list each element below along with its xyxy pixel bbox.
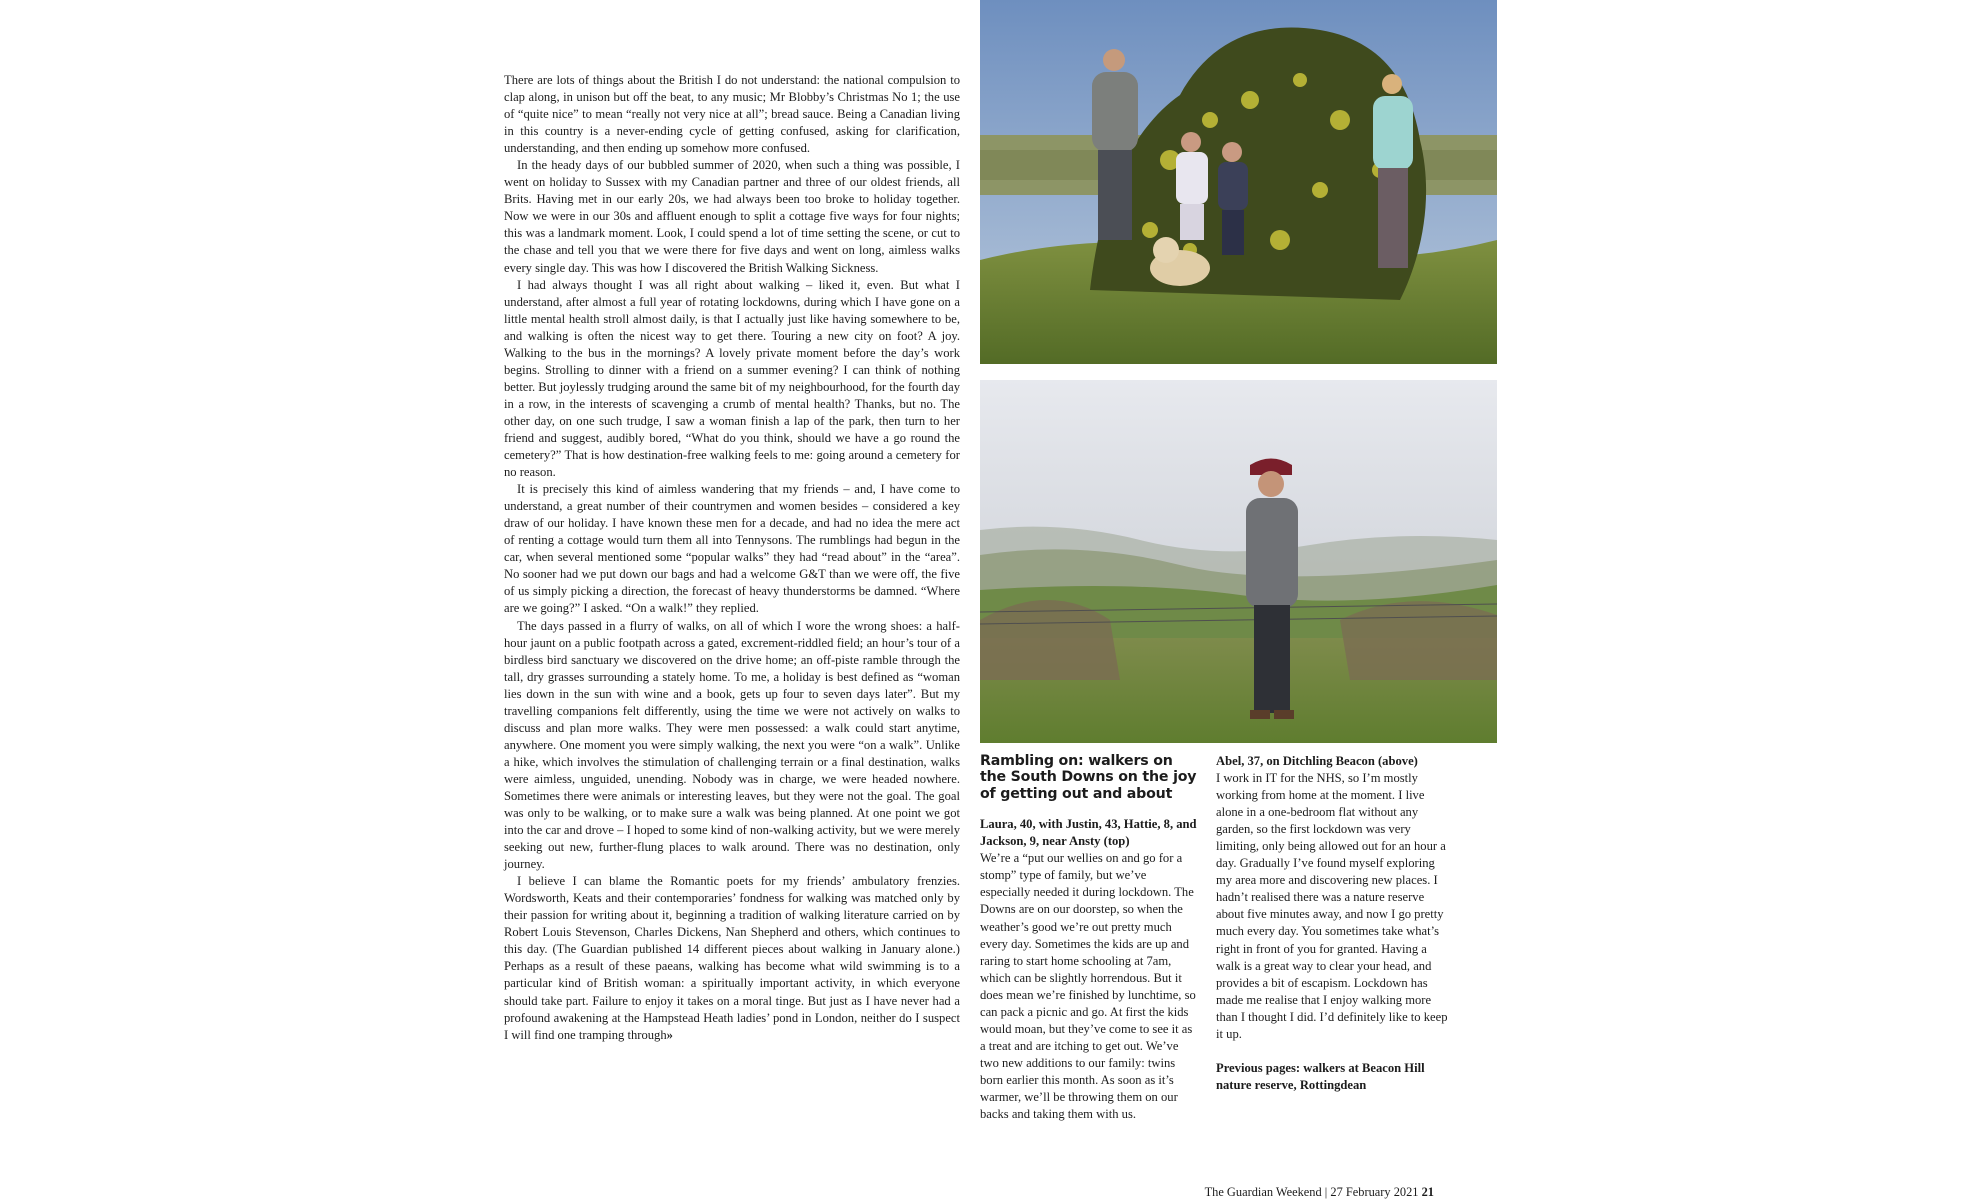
article-paragraph-text: I believe I can blame the Romantic poets for my friends’ ambulatory frenzies. Wordsworth, Keats and their contemporaries’ fondness for walking was matched only by their passion for writing about it, beginning a tradition of walking literature carried on by Robert Louis Stevenson, Charles Dickens, Nan Shepherd and others, which continues to this day. (The Guardian published 14 different pieces about walking in January alone.) Perhaps as a result of these paeans, walking has become what wild swimming is to a particular kind of British woman: a spiritually important activity, in which everyone should take part. Failure to enjoy it takes on a moral tinge. But just as I have never had a profound awakening at the Hampstead Heath ladies’ pond in London, neither do I suspect I will find one tramping through [504, 874, 960, 1042]
article-paragraph: In the heady days of our bubbled summer of 2020, when such a thing was possible, I went on holiday to Sussex with my Canadian partner and three of our oldest friends, all Brits. Having met in our early 20s, we had always been too broke to holiday together. Now we were in our 30s and affluent enough to split a cottage five ways for four nights; this was a landmark moment. Look, I could spend a lot of time setting the scene, or cut to the chase and tell you that we were there for five days and went on long, aimless walks every single day. This was how I discovered the British Walking Sickness. [504, 158, 960, 275]
page-number: 21 [1421, 1185, 1434, 1199]
abel-photo [980, 380, 1497, 743]
caption-column-family [980, 753, 1199, 1123]
abel-photo-image [980, 380, 1497, 743]
issue-date: 27 February 2021 [1330, 1185, 1419, 1199]
article-paragraph: It is precisely this kind of aimless wandering that my friends – and, I have come to understand, a great number of their countrymen and women besides – considered a key draw of our holiday. I have known these men for a decade, and had no idea the mere act of renting a cottage would turn them all into Tennysons. The rumblings had begun in the car, when several mentioned some “popular walks” they had “read about” in the “area”. No sooner had we put down our bags and had a welcome G&T than we were off, the five of us simply picking a direction, the forecast of heavy thunderstorms be damned. “Where are we going?” I asked. “On a walk!” they replied. [504, 482, 960, 616]
publication-name: The Guardian Weekend [1204, 1185, 1322, 1199]
family-caption-text: We’re a “put our wellies on and go for a stomp” type of family, but we’ve especially needed it during lockdown. The Downs are on our doorstep, so when the weather’s good we’re out pretty much every day. Sometimes the kids are up and raring to start home schooling at 7am, which can be slightly horrendous. But it does mean we’re finished by lunchtime, so can pack a picnic and go. At first the kids would moan, but they’ve come to see it as a treat and are itching to get out. We’ve two new additions to our family: twins born earlier this month. As soon as it’s warmer, we’ll be throwing them on our backs and taking them with us. [980, 851, 1196, 1122]
family-photo [980, 0, 1497, 364]
abel-caption-text: I work in IT for the NHS, so I’m mostly working from home at the moment. I live alone in a one-bedroom flat without any garden, so the first lockdown was very limiting, only being allowed out for an hour a day. Gradually I’ve found myself exploring my area more and discovering new places. I hadn’t realised there was a nature reserve about five minutes away, and now I go pretty much every day. You sometimes take what’s right in front of you for granted. Having a walk is a great way to clear your head, and provides a bit of escapism. Lockdown has made me realise that I enjoy walking more than I thought I did. I’d definitely like to keep it up. [1216, 771, 1448, 1041]
family-photo-image [980, 0, 1497, 364]
previous-pages-caption: Previous pages: walkers at Beacon Hill nature reserve, Rottingdean [1216, 1060, 1425, 1092]
man-figure [1092, 49, 1138, 240]
caption-column-abel [1216, 753, 1448, 1094]
caption-headline: Rambling on: walkers on the South Downs on the joy of getting out and about [980, 753, 1197, 802]
article-paragraph: I had always thought I was all right about walking – liked it, even. But what I understand, after almost a full year of rotating lockdowns, during which I have gone on a little mental health stroll almost daily, is that I actually just like having somewhere to be, and walking is often the nicest way to get there. Touring a new city on foot? A joy. Walking to the bus in the mornings? A lovely private moment before the day’s work begins. Strolling to dinner with a friend on a summer evening? I can think of nothing better. But joylessly trudging around the same bit of my neighbourhood, for the fourth day in a row, in the interests of scavenging a crumb of mental health? Thanks, but no. The other day, on one such trudge, I saw a woman finish a lap of the park, then turn to her friend and suggest, audibly bored, “What do you think, should we have a go round the cemetery?” That is how destination-free walking feels to me: going around a cemetery for no reason. [504, 277, 960, 480]
article-paragraph: There are lots of things about the British I do not understand: the national compulsion to clap along, in unison but off the beat, to any music; Mr Blobby’s Christmas No 1; the use of “quite nice” to mean “really not very nice at all”; bread sauce. Being a Canadian living in this country is a never-ending cycle of getting confused, asking for clarification, understanding, and then ending up somehow more confused. [504, 73, 960, 156]
article-body [504, 72, 960, 1044]
abel-caption-heading: Abel, 37, on Ditchling Beacon (above) [1216, 754, 1418, 768]
continues-arrow-icon: » [666, 1027, 673, 1042]
family-caption-heading: Laura, 40, with Justin, 43, Hattie, 8, and Jackson, 9, near Ansty (top) [980, 817, 1197, 849]
woman-figure [1373, 74, 1413, 268]
page-folio [1205, 1186, 1434, 1199]
article-paragraph [504, 873, 960, 1043]
folio-separator: | [1324, 1185, 1328, 1199]
article-paragraph: The days passed in a flurry of walks, on all of which I wore the wrong shoes: a half-hour jaunt on a public footpath across a gated, excrement-riddled field; an hour’s tour of a birdless bird sanctuary we discovered on the drive home; an off-piste ramble through the tall, dry grasses surrounding a stately home. To me, a holiday is best defined as “woman lies down in the sun with wine and a book, gets up four to seven days later”. But my travelling companions felt differently, using the time we were not actively on walks to discuss and plan more walks. They were men possessed: a walk could start anytime, anywhere. One moment you were simply walking, the next you were “on a walk”. Unlike a hike, which involves the stimulation of challenging terrain or a final destination, walks were aimless, unguided, unending. Nobody was in charge, we were headed nowhere. Sometimes there were animals or interesting leaves, but they were not the goal. The goal was only to be walking, or to make sure a walk was being planned. At one point we got into the car and drove – I hoped to some kind of non-walking activity, but we were merely seeking out new, further-flung places to walk around. There was no destination, only journey. [504, 618, 960, 872]
